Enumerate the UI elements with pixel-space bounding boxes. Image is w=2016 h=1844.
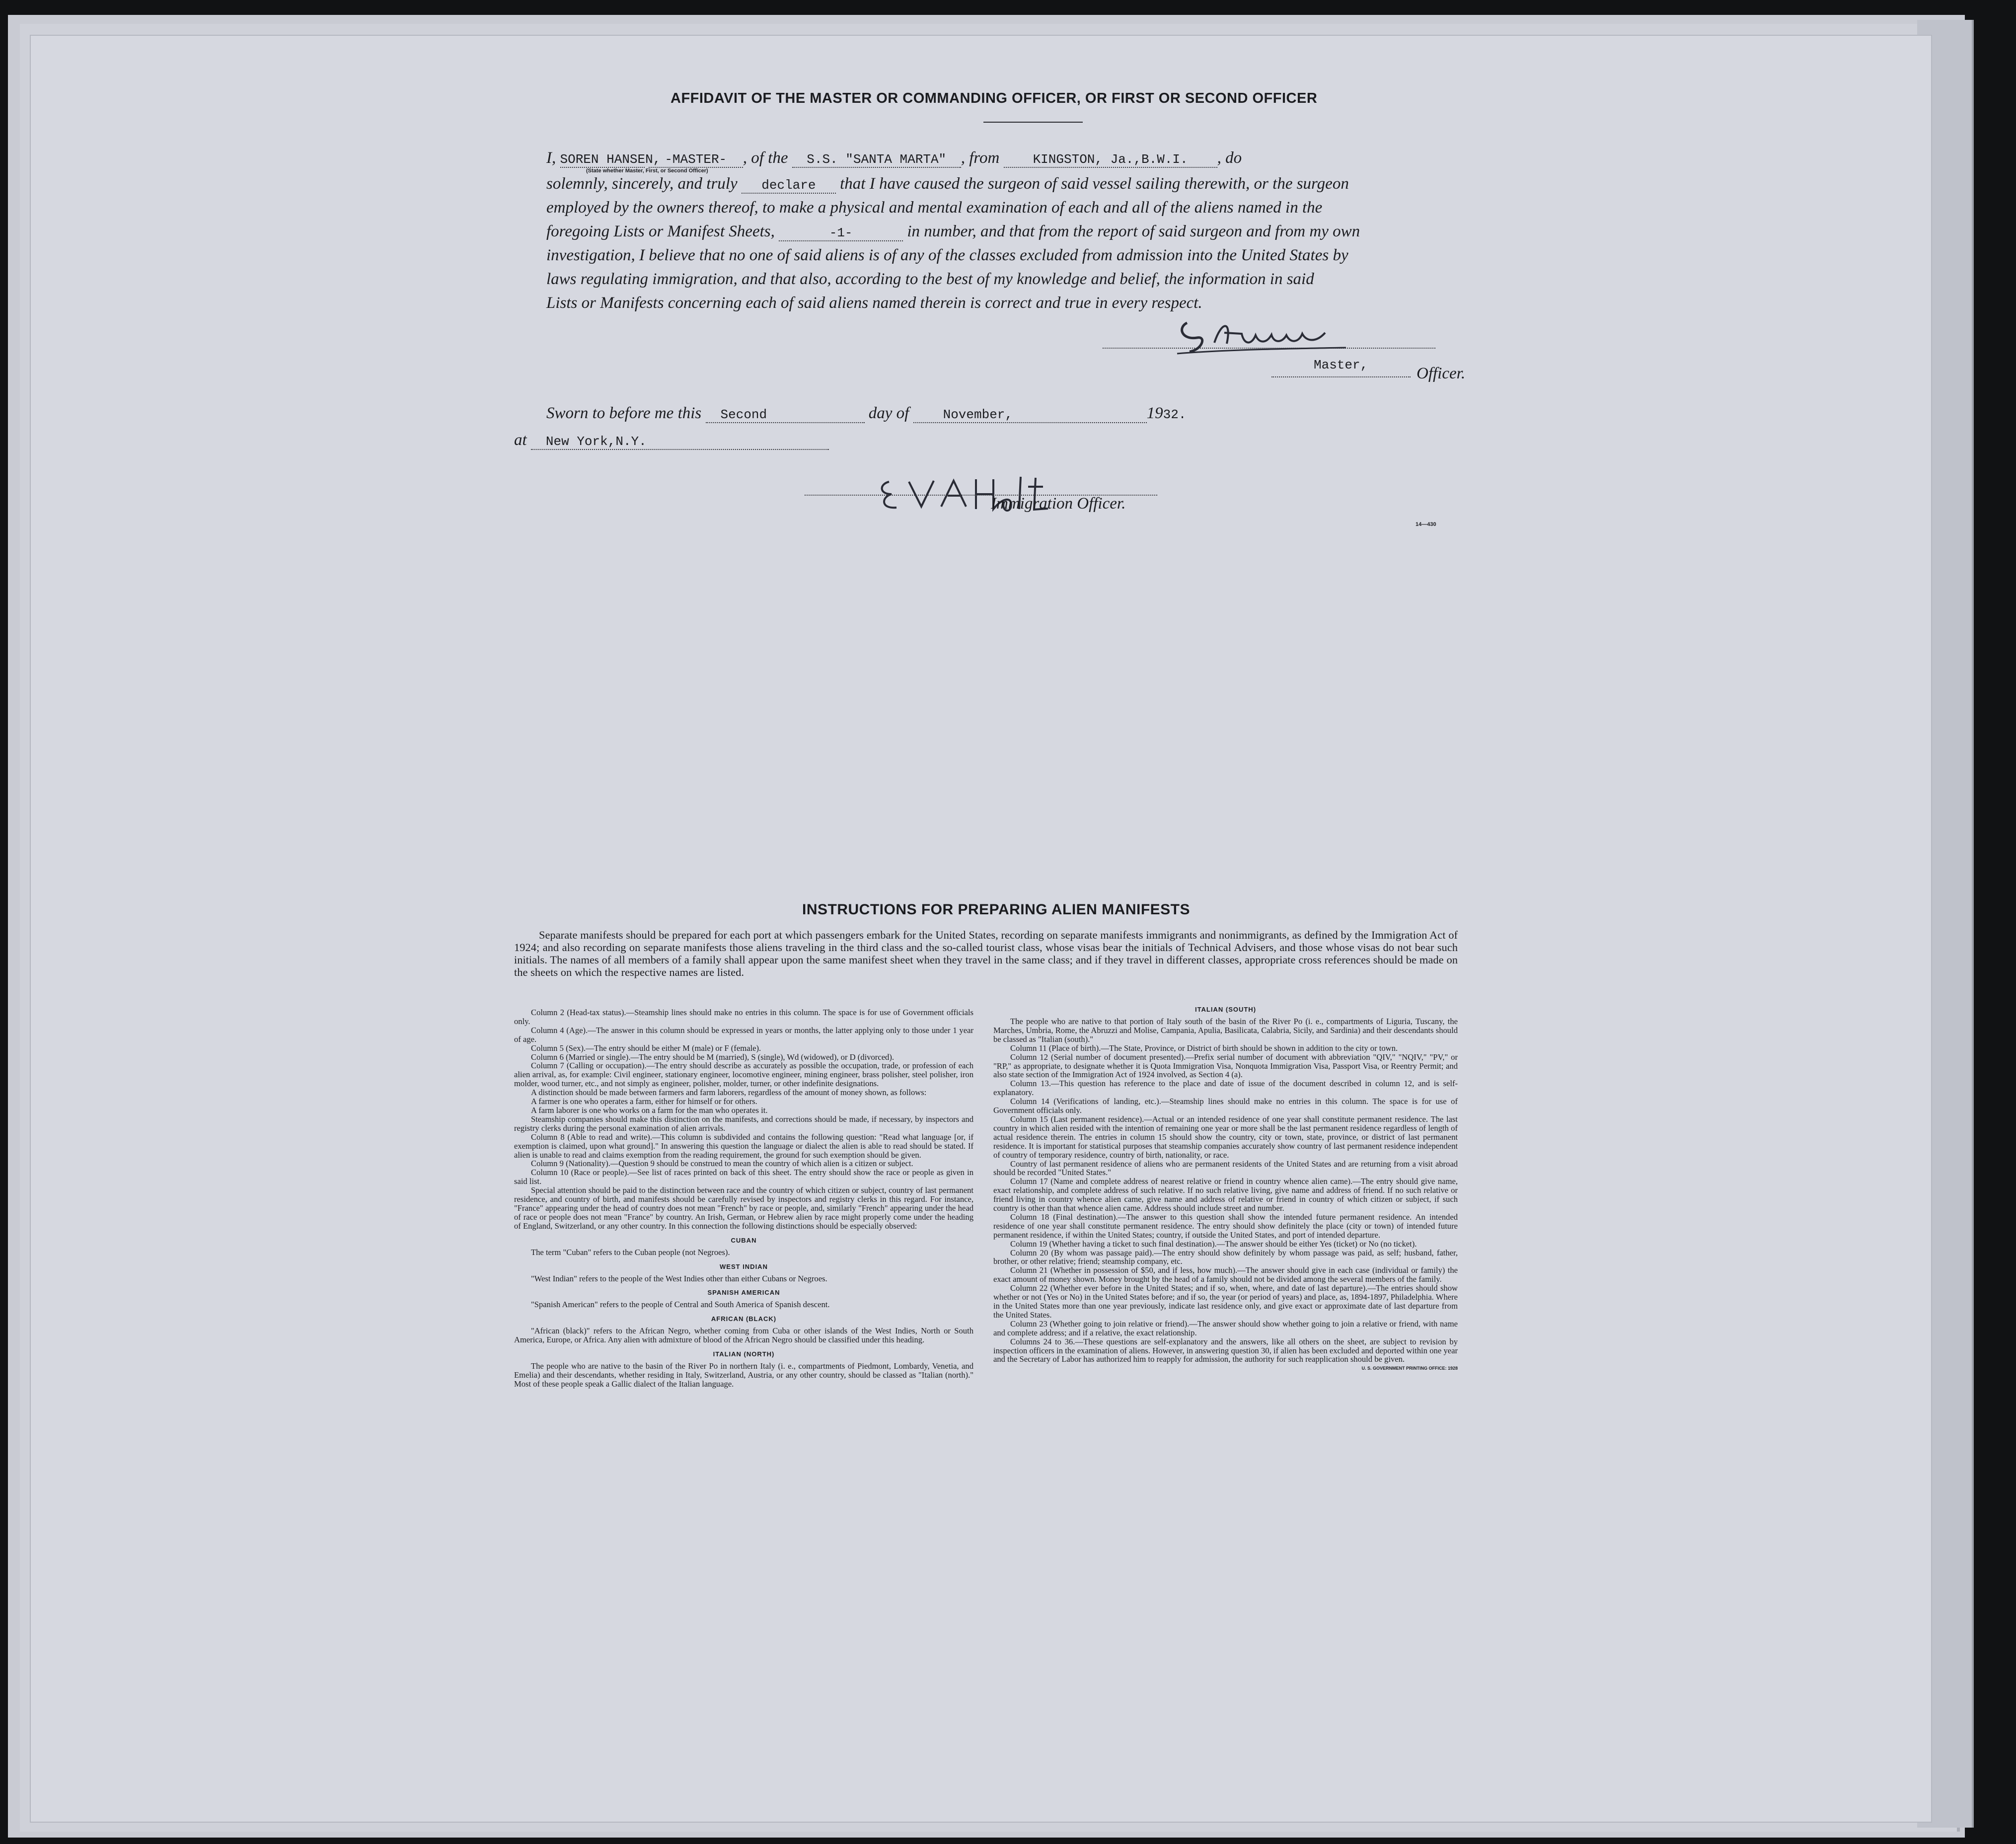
place-line (514, 428, 829, 452)
cuban-text: The term "Cuban" refers to the Cuban people (not Negroes). (531, 1247, 730, 1257)
immigration-officer-label: Immigration Officer. (991, 495, 1126, 513)
month-field: November, (913, 407, 1147, 423)
manifest-sheet (30, 35, 1932, 1823)
right-paragraph: Column 18 (Final destination).—The answer to this question shall show the intended future permanent residence. An intended residence of one year shall constitute permanent residence. The entry should show definitely the place (city or town) of intended future permanent residence, if within the United States; country, if outside the United States, and port of intended departure. (993, 1212, 1458, 1240)
affidavit-line-3: employed by the owners thereof, to make a physical and mental examination of each and all of the aliens named in the (546, 199, 1323, 217)
at-label: at (514, 431, 527, 449)
left-paragraph: Column 4 (Age).—The answer in this column should be expressed in years or months, the latter applying only to those under 1 year of age. (514, 1025, 973, 1044)
affidavit-line-4 (546, 220, 1360, 243)
right-paragraph: Column 11 (Place of birth).—The State, Province, or District of birth should be shown in addition to the city or town. (1010, 1043, 1398, 1053)
left-paragraph: Steamship companies should make this distinction on the manifests, and corrections should be made, if necessary, by inspectors and registry clerks during the personal examination of alien arrivals. (514, 1114, 973, 1133)
instructions-title: INSTRUCTIONS FOR PREPARING ALIEN MANIFESTS (802, 901, 1191, 918)
italian-north-heading: ITALIAN (NORTH) (713, 1350, 775, 1358)
name-field: SOREN HANSEN, (560, 152, 661, 167)
affidavit-line-2 (546, 172, 1349, 196)
instructions-left-column (514, 1008, 973, 1389)
declare-field: declare (742, 178, 836, 194)
instructions-right-column (993, 1006, 1458, 1371)
affidavit-line-6: laws regulating immigration, and that also, according to the best of my knowledge and belief, the information in said (546, 270, 1314, 288)
left-paragraph: Column 5 (Sex).—The entry should be either M (male) or F (female). (531, 1043, 761, 1053)
spanish-american-text: "Spanish American" refers to the people of Central and South America of Spanish descent. (531, 1300, 830, 1310)
line2-text-b: that I have caused the surgeon of said vessel sailing therewith, or the surgeon (840, 175, 1349, 193)
right-paragraph: The people who are native to that portion of Italy south of the basin of the River Po (i. e., compartments of Liguria, Tuscany, the Marches, Umbria, Rome, the Abruzzi and Molise, Campania, Apulia, Basilicata, Calabria, Sicily, and Sardinia) and their descendants should be classed as "Italian (south)." (993, 1017, 1458, 1044)
right-paragraph: Columns 24 to 36.—These questions are self-explanatory and the answers, like all others on the sheet, are subject to revision by inspection officers in the examination of aliens. However, in answering question 30, if alien has been excluded and deported within one year and the Secretary of Labor has authorized him to reapply for admission, the authority for such reapplication should be given. (993, 1336, 1458, 1364)
port-field: KINGSTON, Ja.,B.W.I. (1004, 152, 1217, 168)
italian-north-text: The people who are native to the basin of the River Po in northern Italy (i. e., compartments of Piedmont, Lombardy, Venetia, and Emelia) and their descendants, whether residing in Italy, Switzerland, Austria, or any other country, should be classed as "Italian (north)." Most of these people speak a Gallic dialect of the Italian language. (514, 1361, 973, 1389)
affidavit-line-5: investigation, I believe that no one of said aliens is of any of the classes excluded from admission into the United States by (546, 246, 1348, 264)
affidavit-title: AFFIDAVIT OF THE MASTER OR COMMANDING OFFICER, OR FIRST OR SECOND OFFICER (671, 90, 1318, 106)
affidavit-line-1 (546, 146, 1242, 170)
sheets-count-field: -1- (779, 225, 903, 241)
left-paragraph: A distinction should be made between farmers and farm laborers, regardless of the amount of money shown, as follows: (531, 1088, 927, 1098)
left-paragraph: A farmer is one who operates a farm, either for himself or for others. (531, 1097, 757, 1106)
day-field: Second (706, 407, 865, 423)
of-the-label: , of the (743, 149, 788, 167)
form-number: 14—430 (1416, 521, 1436, 527)
vessel-field: S.S. "SANTA MARTA" (792, 152, 961, 168)
from-label: , from (961, 149, 1000, 167)
african-heading: AFRICAN (BLACK) (711, 1315, 777, 1323)
left-paragraph: Special attention should be paid to the distinction between race and the country of which citizen or subject, country of last permanent residence, and country of birth, and manifests should be carefully revised by inspectors and registry clerks in this regard. For instance, "France" appearing under the head of country does not mean "French" by race or people, and, similarly "French" appearing under the head of race or people does not mean "France" by country. An Irish, German, or Hebrew alien by race might properly come under the heading of England, Switzerland, or any other country. In this connection the following distinctions should be especially observed: (514, 1185, 973, 1231)
right-paragraph: Column 22 (Whether ever before in the United States; and if so, when, where, and date of last departure).—The entries should show whether or not (Yes or No) in the United States before; and if so, the year (or period of years) and place, as, 1894-1897, Philadelphia. Where in the United States more than one year previously, indicate last residence only, and give exact or approximate date of last departure from the United States. (993, 1283, 1458, 1320)
right-paragraph: Column 23 (Whether going to join relative or friend).—The answer should show whether going to join a relative or friend, with name and complete address; and if a relative, the exact relationship. (993, 1319, 1458, 1337)
left-paragraph: Column 8 (Able to read and write).—This column is subdivided and contains the following question: "Read what language [or, if exemption is claimed, upon what ground]." In answering this question the language or dialect the alien is able to read should be stated. If alien is unable to read and claims exemption from the reading requirement, the ground for such exemption should be given. (514, 1132, 973, 1160)
right-paragraph: Column 12 (Serial number of document presented).—Prefix serial number of document with abbreviation "QIV," "NQIV," "PV," or "RP," as appropriate, to designate whether it is Quota Immigration Visa, Nonquota Immigration Visa, Passport Visa, or Reentry Permit; and also state section of the Immigration Act of 1924 involved, as Section 4 (a). (993, 1052, 1458, 1080)
rank-field: -MASTER- (649, 152, 743, 168)
title-rule (983, 122, 1083, 123)
year-prefix: 19 (1146, 404, 1163, 422)
left-paragraph: Column 10 (Race or people).—See list of races printed on back of this sheet. The entry should show the race or people as given in said list. (514, 1168, 973, 1186)
west-indian-heading: WEST INDIAN (720, 1262, 768, 1270)
spanish-american-heading: SPANISH AMERICAN (707, 1289, 780, 1297)
officer-label: Officer. (1417, 365, 1466, 382)
right-paragraph: Column 21 (Whether in possession of $50, and if less, how much).—The answer should give in each case (individual or family) the exact amount of money shown. Money brought by the head of a family should not be divided among the several members of the family. (993, 1265, 1458, 1284)
officer-rank-line (1271, 376, 1411, 377)
do-label: , do (1217, 149, 1242, 167)
sworn-label: Sworn to before me this (546, 404, 702, 422)
right-paragraph: Column 19 (Whether having a ticket to such final destination).—The answer should be either Yes (ticket) or No (no ticket). (1010, 1239, 1417, 1249)
cuban-heading: CUBAN (731, 1236, 757, 1244)
right-paragraph: Column 20 (By whom was passage paid).—The entry should show definitely by whom passage was paid, as self; husband, father, brother, or other relative; friend; steamship company, etc. (993, 1248, 1458, 1266)
i-label: I, (546, 149, 556, 167)
west-indian-text: "West Indian" refers to the people of the West Indies other than either Cubans or Negroes. (531, 1273, 827, 1283)
italian-south-heading: ITALIAN (SOUTH) (1195, 1006, 1257, 1013)
year-field: 32. (1163, 407, 1187, 422)
officer-rank-value: Master, (1314, 358, 1368, 372)
right-paragraph: Column 17 (Name and complete address of nearest relative or friend in country whence alien came).—The entry should give name, exact relationship, and complete address of such relative. If no such relative living, give name and address of friend. If no such relative or friend living in country whence alien came, give name and address of relative or friend in country of which citizen or subject, if such country is other than that whence alien came. Address should include street and number. (993, 1177, 1458, 1213)
intro-text: Separate manifests should be prepared for each port at which passengers embark for the United States, recording on separate manifests immigrants and nonimmigrants, as defined by the Immigration Act of 1924; and also recording on separate manifests those aliens traveling in the third class and the so-called tourist class, whose visas bear the initials of Technical Advisers, and those whose visas do not bear such initials. The names of all members of a family shall appear upon the same manifest sheet when they travel in the same class; and if they travel in different classes, appropriate cross references should be made on the sheets on which the respective names are listed. (514, 929, 1458, 978)
place-field: New York,N.Y. (531, 434, 829, 450)
right-paragraph: Column 15 (Last permanent residence).—Actual or an intended residence of one year shall constitute permanent residence. The last country in which alien resided with the intention of remaining one year or more shall be the last permanent residence regardless of length of actual residence therein. The entries in column 15 should show the country, city or town, state, province, or district of last permanent residence. It is important for statistical purposes that steamship companies accurately show country of last permanent residence independent of country of temporary residence, country of birth, nationality, or race. (993, 1114, 1458, 1160)
sworn-line (546, 401, 1186, 427)
printing-office-imprint: U. S. GOVERNMENT PRINTING OFFICE: 1928 (1361, 1366, 1458, 1371)
left-paragraph: Column 6 (Married or single).—The entry should be M (married), S (single), Wd (widowed), or D (divorced). (531, 1052, 895, 1062)
left-paragraph: Column 7 (Calling or occupation).—The entry should describe as accurately as possible the occupation, trade, or profession of each alien arrival, as, for example: Civil engineer, stationary engineer, locomotive engineer, mining engineer, brass polisher, steel polisher, iron molder, wood turner, etc., and not simply as engineer, polisher, molder, turner, or other indefinite designations. (514, 1061, 973, 1089)
day-of-label: day of (868, 404, 909, 422)
african-text: "African (black)" refers to the African Negro, whether coming from Cuba or other islands of the West Indies, North or South America, Europe, or Africa. Any alien with admixture of blood of the African Negro should be classified under this heading. (514, 1326, 973, 1345)
right-paragraph: Column 14 (Verifications of landing, etc.).—Steamship lines should make no entries in this column. The space is for use of Government officials only. (993, 1097, 1458, 1115)
right-paragraph: Country of last permanent residence of aliens who are permanent residents of the United States and are returning from a visit abroad should be recorded "United States." (993, 1159, 1458, 1178)
instructions-intro (514, 929, 1458, 978)
left-paragraph: Column 2 (Head-tax status).—Steamship lines should make no entries in this column. The space is for use of Government officials only. (514, 1008, 973, 1026)
left-paragraph: Column 9 (Nationality).—Question 9 should be construed to mean the country of which alien is a citizen or subject. (531, 1159, 913, 1169)
line2-text-a: solemnly, sincerely, and truly (546, 175, 738, 193)
line4-text-a: foregoing Lists or Manifest Sheets, (546, 222, 775, 240)
line4-text-b: in number, and that from the report of said surgeon and from my own (907, 222, 1360, 240)
right-paragraph: Column 13.—This question has reference to the place and date of issue of the document described in column 12, and is self-explanatory. (993, 1079, 1458, 1098)
left-paragraph: A farm laborer is one who works on a farm for the man who operates it. (531, 1105, 768, 1115)
rank-caption: (State whether Master, First, or Second Officer) (586, 168, 708, 174)
affidavit-line-7: Lists or Manifests concerning each of said aliens named therein is correct and true in every respect. (546, 294, 1202, 312)
